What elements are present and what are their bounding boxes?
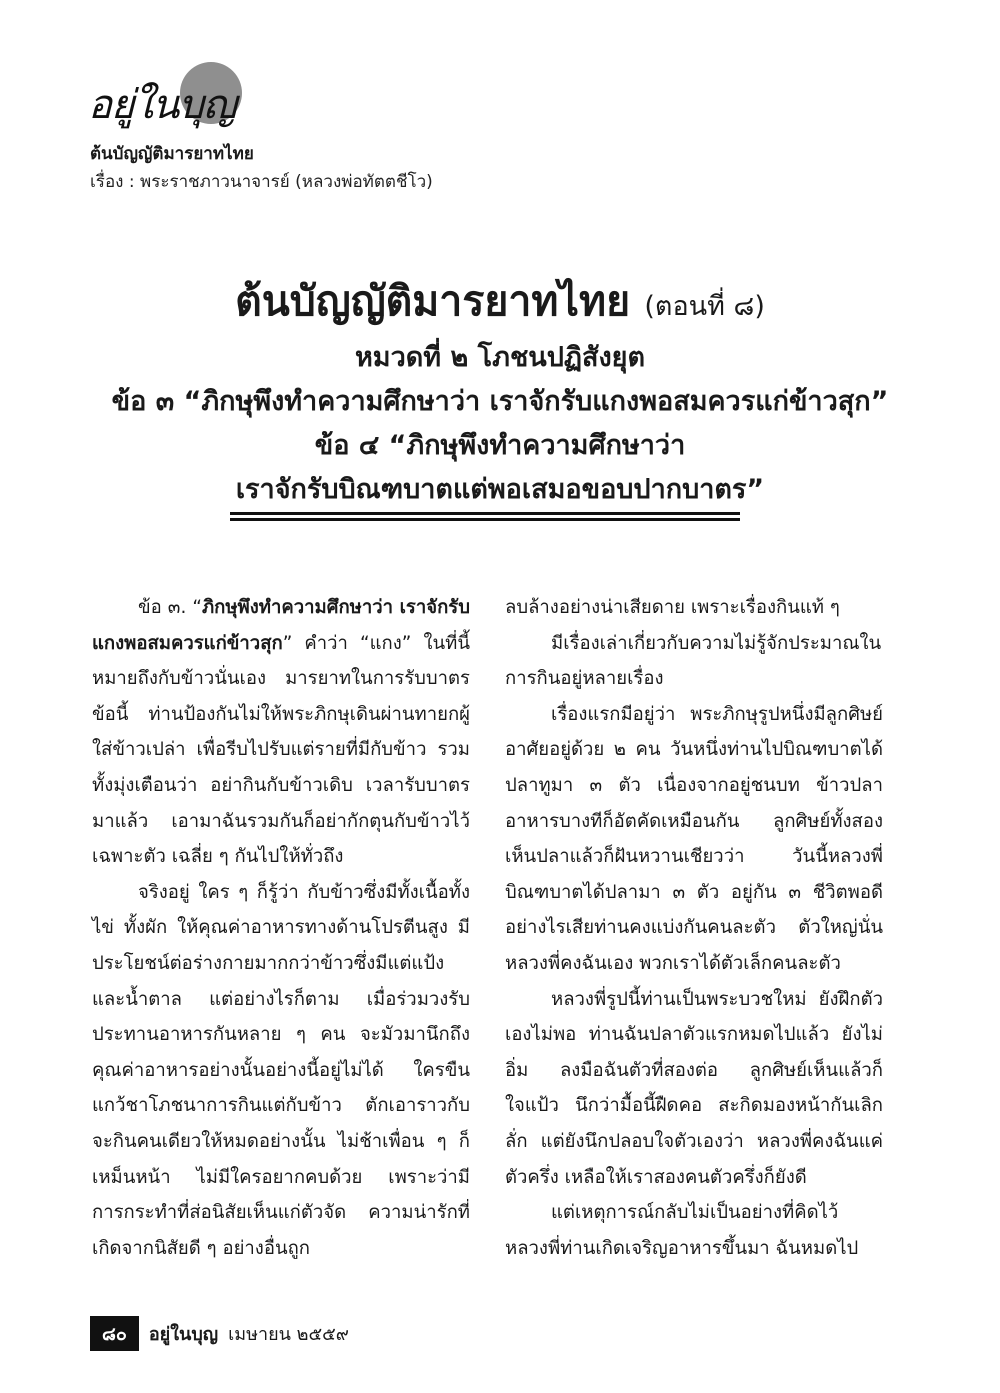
logo-text: อยู่ในบุญ [88, 82, 236, 128]
right-paragraph-1: ลบล้างอย่างน่าเสียดาย เพราะเรื่องกินแท้ ๆ [505, 597, 840, 618]
right-paragraph-4: หลวงพี่รูปนี้ท่านเป็นพระบวชใหม่ ยังฝึกตัวเองไม่พอ ท่านฉันปลาตัวแรกหมดไปแล้ว ยังไม่อิ่ม ลงมือฉันตัวที่สองต่อ ลูกศิษย์เห็นแล้วก็ใจแป้ว นึกว่ามื้อนี้ฝืดคอ สะกิดมองหน้ากันเลิกลั่ก แต่ยังนึกปลอบใจตัวเองว่า หลวงพี่คงฉันแค่ตัวครึ่ง เหลือให้เราสองคนตัวครึ่งก็ยังดี [505, 988, 883, 1188]
headline-part: (ตอนที่ ๘) [644, 291, 765, 322]
headline-chapter: หมวดที่ ๒ โภชนปฏิสังยุต [354, 342, 646, 373]
left-column [92, 590, 470, 1266]
headline-title: ต้นบัญญัติมารยาทไทย [235, 277, 631, 325]
left-p1-rest: ” คำว่า “แกง” ในที่นี้หมายถึงกับข้าวนั่นเอง มารยาทในการรับบาตรข้อนี้ ท่านป้องกันไม่ให้พระภิกษุเดินผ่านทายกผู้ใส่ข้าวเปล่า เพื่อรีบไปรับแต่รายที่มีกับข้าว รวมทั้งมุ่งเตือนว่า อย่ากินกับข้าวเดิบ เวลารับบาตรมาแล้ว เอามาฉันรวมกันก็อย่ากักตุนกับข้าวไว้เฉพาะตัว เฉลี่ย ๆ กันไปให้ทั่วถึง [92, 632, 470, 868]
left-paragraph-1 [92, 590, 470, 875]
headline-rule-bottom [230, 518, 740, 521]
left-p1-lead: ข้อ ๓. “ [138, 597, 202, 618]
headline-rule-top [230, 512, 740, 515]
left-paragraph-2: จริงอยู่ ใคร ๆ ก็รู้ว่า กับข้าวซึ่งมีทั้งเนื้อทั้งไข่ ทั้งผัก ให้คุณค่าอาหารทางด้านโปรตีนสูง มีประโยชน์ต่อร่างกายมากกว่าข้าวซึ่งมีแต่แป้งและน้ำตาล แต่อย่างไรก็ตาม เมื่อร่วมวงรับประทานอาหารกันหลาย ๆ คน จะมัวมานึกถึงคุณค่าอาหารอย่างนั้นอย่างนี้อยู่ไม่ได้ ใครขืนแกว้ชาโภชนาการกินแต่กับข้าว ตักเอาราวกับจะกินคนเดียวให้หมดอย่างนั้น ไม่ช้าเพื่อน ๆ ก็เหม็นหน้า ไม่มีใครอยากคบด้วย เพราะว่ามีการกระทำที่ส่อนิสัยเห็นแก่ตัวจัด ความน่ารักที่เกิดจากนิสัยดี ๆ อย่างอื่นถูก [92, 881, 470, 1259]
headline-rule-3: ข้อ ๓ “ภิกษุพึงทำความศึกษาว่า เราจักรับแกงพอสมควรแก่ข้าวสุก” [111, 386, 889, 417]
right-column [505, 590, 883, 1266]
article-headline [60, 272, 940, 512]
right-paragraph-5: แต่เหตุการณ์กลับไม่เป็นอย่างที่คิดไว้ หลวงพี่ท่านเกิดเจริญอาหารขึ้นมา ฉันหมดไป [505, 1202, 859, 1259]
footer-issue: เมษายน ๒๕๕๙ [228, 1324, 349, 1345]
headline-title-line [60, 272, 940, 336]
page-number: ๘๐ [90, 1316, 139, 1351]
byline: เรื่อง : พระราชภาวนาจารย์ (หลวงพ่อทัตตชีโว) [90, 172, 433, 192]
left-p1-bold: ภิกษุพึงทำความศึกษาว่า เราจักรับแกงพอสมควรแก่ข้าวสุก [92, 597, 470, 654]
series-title: ต้นบัญญัติมารยาทไทย [90, 144, 254, 164]
right-paragraph-2: มีเรื่องเล่าเกี่ยวกับความไม่รู้จักประมาณในการกินอยู่หลายเรื่อง [505, 632, 882, 690]
headline-rule-4-line-2: เราจักรับบิณฑบาตแต่พอเสมอขอบปากบาตร” [235, 474, 765, 505]
footer-magazine-name: อยู่ในบุญ [148, 1324, 219, 1345]
right-paragraph-3: เรื่องแรกมีอยู่ว่า พระภิกษุรูปหนึ่งมีลูกศิษย์อาศัยอยู่ด้วย ๒ คน วันหนึ่งท่านไปบิณฑบาตได้ปลาทูมา ๓ ตัว เนื่องจากอยู่ชนบท ข้าวปลาอาหารบางทีก็อัตคัดเหมือนกัน ลูกศิษย์ทั้งสองเห็นปลาแล้วก็ฝันหวานเชียวว่า วันนี้หลวงพี่บิณฑบาตได้ปลามา ๓ ตัว อยู่กัน ๓ ชีวิตพอดีอย่างไรเสียท่านคงแบ่งกันคนละตัว ตัวใหญ่นั่นหลวงพี่คงฉันเอง พวกเราได้ตัวเล็กคนละตัว [505, 703, 883, 974]
headline-rule-4-line-1: ข้อ ๔ “ภิกษุพึงทำความศึกษาว่า [314, 430, 686, 461]
magazine-logo [88, 58, 238, 128]
page-footer [90, 1316, 349, 1351]
